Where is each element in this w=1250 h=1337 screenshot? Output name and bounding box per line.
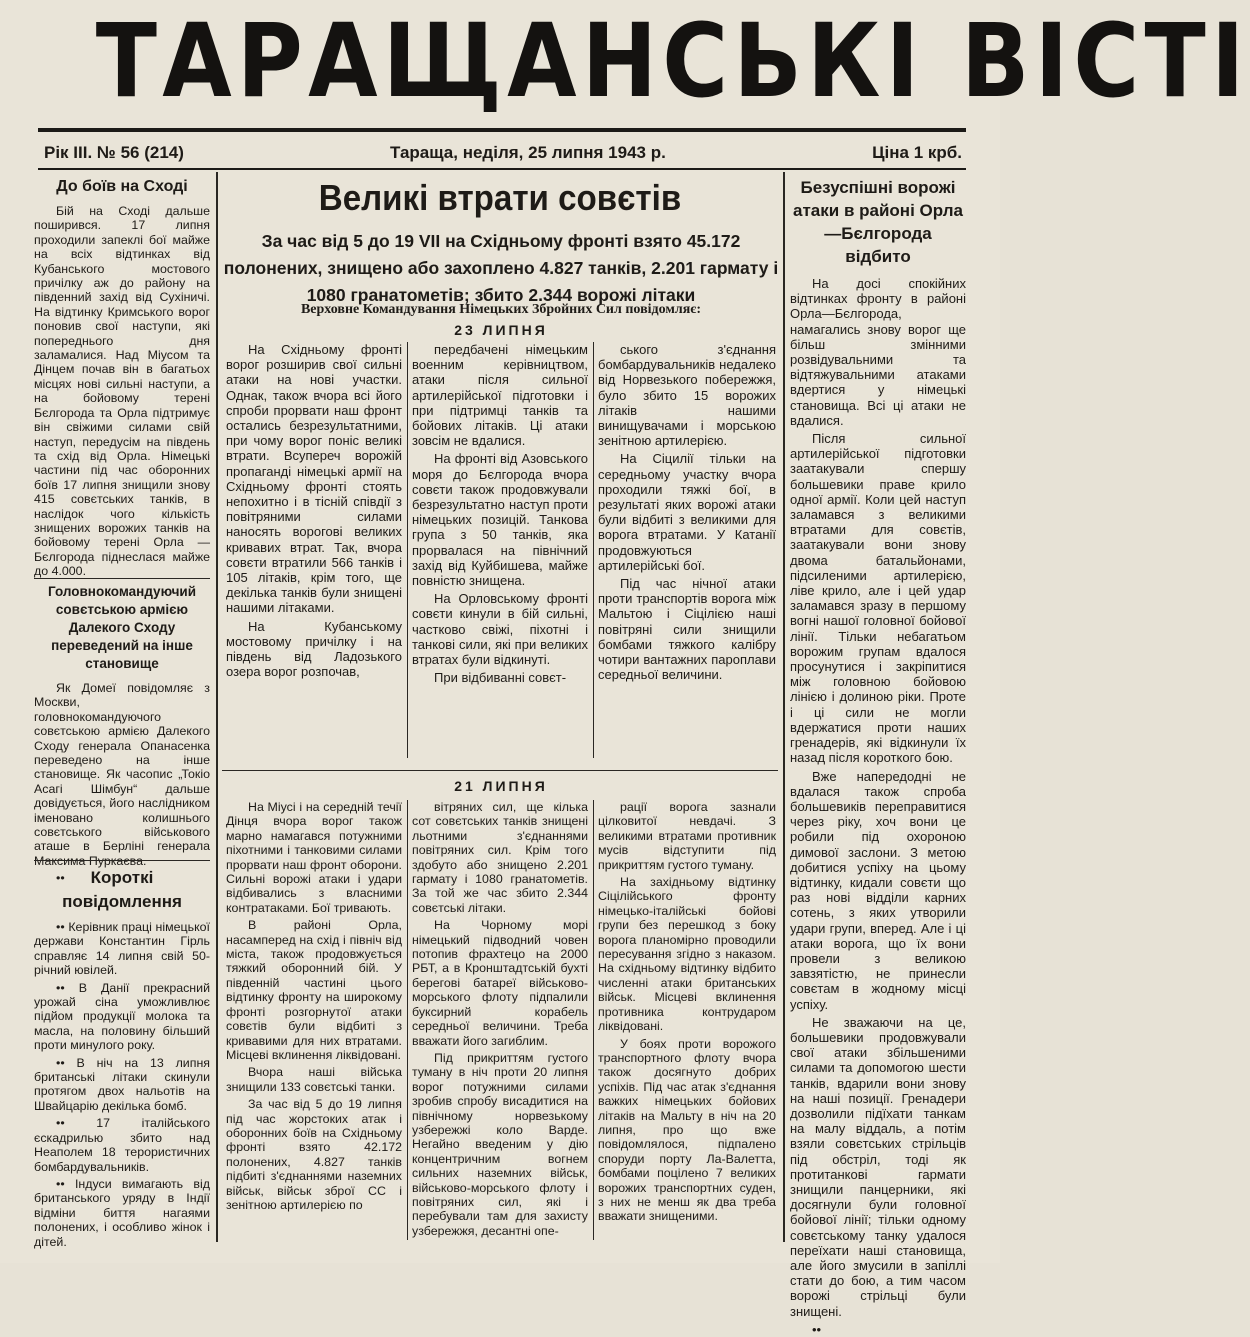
- report-paragraph: У боях проти ворожого транспортного флоту вчора також досягнуто добрих успіхів. Під час атак з'єднання важких німецьких бойових літаків на Мальту в ніч на 20 липня, про що вже повідомлялося, підпалено споруди порту Ла-Валетта, бомбами поцілено 7 великих ворожих транспортних суден, з них не менш як два треба вважати знищеними.: [598, 1036, 776, 1224]
- report-paragraph: ського з'єднання бомбардувальників недалеко від Норвезького побережжя, було збито 15 ворожих літаків нашими винищувачами і морською зенітною артилерією.: [598, 342, 776, 449]
- report-23-column-2: [412, 342, 588, 762]
- report-paragraph: На Міусі і на середній течії Дінця вчора ворог також марно намагався потужними піхотними і танковими силами прорвати наш фронт оборони. Сильні ворожі атаки і удари відбивались з власними контратаками. Бої тривають.: [226, 800, 402, 915]
- report-date-23: 23 ЛИПНЯ: [454, 322, 548, 338]
- issue-number: Рік III. № 56 (214): [44, 143, 184, 162]
- report-paragraph: На західньому відтинку Сіцілійського фронту німецько-італійські бойові групи без перешкод з боку ворога планомірно проводили пересування згідно з наказом. На східньому відтинку відбито численні атаки британських військ. Місцеві вклинення противника контрударом ліквідовані.: [598, 875, 776, 1034]
- news-item: •• Індуси вимагають від британського уряду в Індії відміни биття нагаями полонених, і особливо жінок і дітей.: [34, 1176, 210, 1249]
- issue-price: Ціна 1 крб.: [872, 143, 962, 162]
- column-divider-left: [216, 172, 218, 1242]
- report-23-column-1: [226, 342, 402, 762]
- report-21-column-2: [412, 800, 588, 1240]
- report-paragraph: На Східньому фронті ворог розширив свої сильні атаки на нові участки. Однак, також вчора всі його спроби прорвати наш фронт остались безрезультатними, при чому ворог поніс великі втрати. Всупереч ворожій пропаганді німецькі армії на Східньому фронті стоять непохитно і в тісній співдії з повітряними силами наносять ворогові великих кривавих втрат. Так, вчора совєти втратили 566 танків і 105 літаків, крім того, ще декілька танків були знищені нашими літаками.: [226, 342, 402, 616]
- newspaper-masthead: ТАРАЩАНСЬКІ ВІСТІ: [95, 2, 1250, 121]
- article-divider: [34, 860, 210, 861]
- section-divider: [222, 770, 778, 771]
- issue-dateline: Тараща, неділя, 25 липня 1943 р.: [390, 143, 666, 162]
- news-item: •• В ніч на 13 липня британські літаки скинули протягом двох нальотів на Швайцарію декілька бомб.: [34, 1055, 210, 1113]
- article-paragraph: Після сильної артилерійської підготовки заатакували спершу большевики праве крило одної армії. Коли цей наступ заламався з великими втратами для совєтів, заатакували вони знову двома батальйонами, підсиленими артилерією, ліве крило, але і цей удар заламався зразу в першому вогні нашої головної бойової лінії. Тільки небагатьом ворожим групам вдалося просунутися і закріпитися між головною бойовою лінією і долиною ріки. Проте і ці сили не могли вдержатися проти наших гренадерів, які відкинули їх назад після короткого бою.: [790, 431, 966, 766]
- article-text: Бій на Сході дальше поширився. 17 липня проходили запеклі бої майже на всіх відтинках від Кубанського мостового причілку аж до району на південний захід від Сухіничі. На відтинку Кримського ворог поновив свої наступи, які попереднього дня заламалися. Над Міусом та Дінцем почав він в багатьох місцях нові сильні наступи, а на бойовому терені Бєлгорода та Орла підтримує він свіжими силами свій наступ, передусім на південь та схід від Орла. Німецькі частини під час оборонних боїв 17 липня знищили знову 415 совєтських танків, в наслідок чого кількість знищених ворожих танків на бойовому терені Орла — Бєлгорода піднеслася майже до 4.000.: [34, 204, 210, 579]
- article-text: Як Домеї повідомляє з Москви, головнокомандуючого совєтською армією Далекого Сходу генерала Опанасенка переведено на інше становище. Як часопис „Токіо Асагі Шімбун“ дальше довідується, його наслідником іменовано колишнього совєтського військового аташе в Берліні генерала: [34, 681, 210, 854]
- command-source-line: Верховне Командування Німецьких Збройних Сил повідомляє:: [300, 302, 702, 317]
- article-short-news: [34, 866, 210, 1249]
- center-divider: [593, 800, 594, 1240]
- report-paragraph: При відбиванні совєт-: [434, 670, 567, 686]
- report-paragraph: рації ворога зазнали цілковитої невдачі. З великими втратами противник мусів відступити під прикриттям густого туману.: [598, 800, 776, 872]
- report-paragraph: В районі Орла, насамперед на схід і північ від міста, також продовжується тяжкий оборонний бій. У південній частині цього відтинку фронту на широкому фронті розгорнутої атаки совєтів були відбиті з кривавими для них втратами. Місцеві вклинення ліквідовані.: [226, 918, 402, 1062]
- article-title: До боїв на Сході: [56, 178, 188, 195]
- main-headline: Великі втрати совєтів: [318, 177, 682, 218]
- issue-info-bar: [38, 138, 966, 168]
- column-divider-right: [783, 172, 785, 1242]
- report-23-column-3: [598, 342, 776, 762]
- center-divider: [593, 342, 594, 758]
- main-subheadline: За час від 5 до 19 VII на Східньому фронті взято 45.172 полонених, знищено або захоплено 4.827 танків, 2.201 гармату і 1080 гранатометів; збито 2.344 ворожі літаки: [223, 231, 779, 305]
- article-paragraph: На досі спокійних відтинках фронту в районі Орла—Бєлгорода, намагались знову ворог ще більш змінними розвідувальними та відтяжувальними атаками вдертися у німецькі становища. Всі ці атаки не вдалися.: [790, 276, 966, 428]
- center-divider: [407, 342, 408, 758]
- report-paragraph: На Кубанському мостовому причілку і на південь від Ладозького озера ворог розпочав,: [226, 618, 402, 680]
- article-far-east-commander: [34, 583, 210, 886]
- report-paragraph: передбачені німецьким военним керівництвом, атаки після сильної артилерійської підготовки і при підтримці танків та бойових літаків. Ці атаки зовсім не вдалися.: [412, 342, 588, 449]
- article-eastern-battles: [34, 172, 210, 642]
- article-title: Головнокомандуючий совєтською армією Далекого Сходу переведений на інше становище: [47, 584, 197, 671]
- article-end-stars: ••: [56, 871, 65, 886]
- article-divider: [34, 578, 210, 579]
- center-divider: [407, 800, 408, 1240]
- article-title: Безуспішні ворожі атаки в районі Орла —Бєлгорода відбито: [793, 178, 963, 266]
- report-paragraph: На Чорному морі німецький підводний човен потопив фрахтецо на 2000 РБТ, а в Кронштадтській бухті берегові батареї військово-морського флоту підпалили буксирний корабель середньої величини. Треба вважати його загиблим.: [412, 918, 588, 1048]
- report-date-21: 21 ЛИПНЯ: [454, 778, 548, 794]
- news-item: •• В Данії прекрасний урожай сіна уможливлює підйом продукції молока та масла, на половину більший проти минулого року.: [34, 980, 210, 1053]
- article-paragraph: Вже напередодні не вдалася також спроба большевиків переправитися через ріку, хоч вони це робили під охороною димової заслони. З метою добитися успіху на цьому відтинку, кидали совєти що раз нові відділи карних сотень, з яких утворили удари групи, вперед. Але і ці атаки ворога, що їх вони провели з великою завзятістю, не принесли совєтам в жодному місці успіху.: [790, 768, 966, 1012]
- report-paragraph: вітряних сил, ще кілька сот совєтських танків знищені льотними з'єднаннями повітряних сил. Крім того здобуто або знищено 2.201 гармату і 1080 гранатометів. За той же час збито 2.344 совєтські літаки.: [412, 800, 588, 915]
- article-paragraph: Не зважаючи на це, большевики продовжували свої атаки збільшеними силами та допомогою шести танків, вдарили вони знову на наші позиції. Гренадери дозволили підїхати танкам на малу віддаль, а потім взяли совєтських стрільців під обстріл, тоді як протитанкові гармати знищили панцерники, які досягнули були головної бойової лінії; тільки одному совєтському танку удалося переїхати наші становища, але його змусили в запіллі стати до бою, а тим часом ворожі стрільці були знищені.: [790, 1014, 966, 1319]
- report-21-column-3: [598, 800, 776, 1240]
- news-item: •• 17 італійського єскадрилью збито над Неаполем 18 терористичних бомбардувальників.: [34, 1116, 210, 1174]
- report-paragraph: Вчора наші війська знищили 133 совєтські танки.: [226, 1065, 402, 1094]
- article-end-stars: ••: [812, 1321, 822, 1337]
- article-orel-belgorod: [790, 172, 966, 1337]
- article-title: Короткі повідомлення: [62, 868, 182, 911]
- report-paragraph: На фронті від Азовського моря до Бєлгорода вчора совєти також продовжували безрезультатно наступ проти німецьких позицій. Танкова група з 50 танків, яка прорвалася на північний захід від Куйбишева, майже повністю знищена.: [412, 451, 588, 589]
- report-paragraph: На Сіцилії тільки на середньому участку вчора проходили тяжкі бої, в результаті яких ворожі атаки були відбиті з великими для ворога втратами. У Катанії продовжуються артилерійські бої.: [598, 451, 776, 573]
- report-paragraph: Під прикриттям густого туману в ніч проти 20 липня ворог потужними силами зробив спробу висадитися на північному норвезькому узбережжі коло Варде. Негайно введеним у дію концентричним вогнем сильних наземних військ, військово-морського флоту і повітряних сил, які і перебували там для захисту узбережжя, десантні опе-: [412, 1050, 588, 1238]
- report-21-column-1: [226, 800, 402, 1240]
- report-paragraph: За час від 5 до 19 липня під час жорстоких атак і оборонних боїв на Східньому фронті взято 42.172 полонених, 4.827 танків підбиті з'єднаннями наземних військ, військ зброї СС і зенітною артилерією по: [226, 1097, 402, 1212]
- report-paragraph: Під час нічної атаки проти транспортів ворога між Мальтою і Сіцілією наші повітряні сили знищили бомбами тяжкого калібру чотири вантажних пароплави середньої величини.: [598, 576, 776, 683]
- news-item: •• Керівник праці німецької держави Константин Гірль справляє 14 липня свій 50-річний ювілей.: [34, 920, 210, 978]
- report-paragraph: На Орловському фронті совєти кинули в бій сильні, частково свіжі, піхотні і танкові сили, які при великих втратах були відкинуті.: [412, 591, 588, 668]
- masthead-rule-top: [38, 128, 966, 132]
